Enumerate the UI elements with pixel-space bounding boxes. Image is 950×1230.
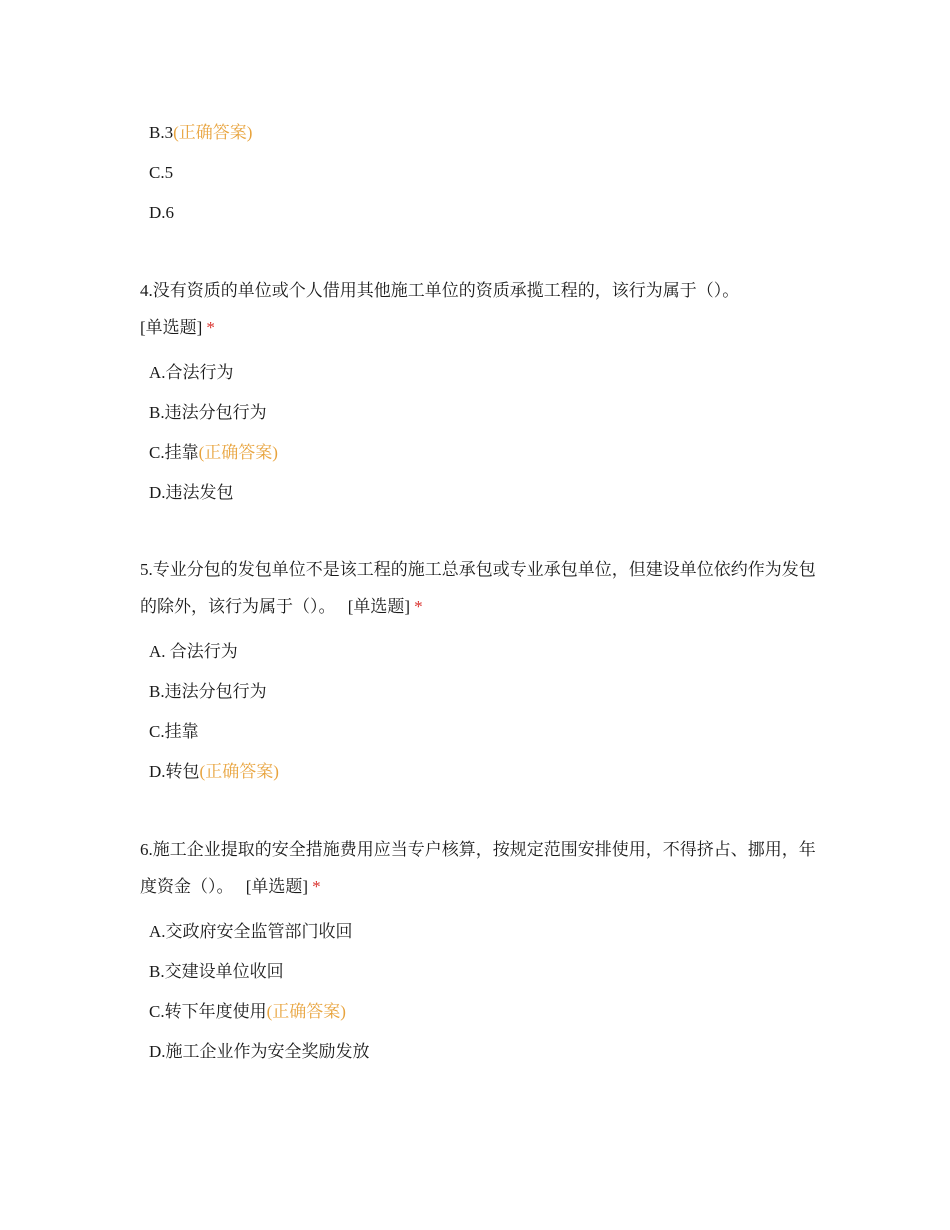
- q5-stem-text: 5.专业分包的发包单位不是该工程的施工总承包或专业承包单位，但建设单位依约作为发包 的除外，该行为属于（）。: [140, 560, 816, 616]
- q4-type-label: [单选题]: [140, 318, 203, 337]
- q4-stem: [140, 272, 820, 346]
- q5-option-a: [149, 641, 238, 663]
- q5-option-c-text: C.挂靠: [149, 722, 199, 741]
- q5-option-c: [149, 721, 199, 743]
- q4-option-c-correct-label: (正确答案): [198, 443, 278, 462]
- q5-stem: [140, 551, 820, 625]
- q3-option-d: [149, 202, 174, 224]
- q3-option-d-text: D.6: [149, 203, 175, 222]
- q4-required-mark: *: [206, 318, 215, 337]
- q4-stem-text: 4.没有资质的单位或个人借用其他施工单位的资质承揽工程的，该行为属于（）。: [140, 281, 740, 300]
- q5-option-d-text: D.转包: [149, 762, 200, 781]
- q3-option-b-text: B.3: [149, 123, 174, 142]
- q6-option-c-text: C.转下年度使用: [149, 1002, 267, 1021]
- q6-option-b: [149, 961, 284, 983]
- q6-option-c-correct-label: (正确答案): [266, 1002, 346, 1021]
- q3-option-c-text: C.5: [149, 163, 174, 182]
- q6-required-mark: *: [312, 877, 321, 896]
- q4-option-a-text: A.合法行为: [149, 363, 234, 382]
- q4-option-b-text: B.违法分包行为: [149, 403, 267, 422]
- q4-option-b: [149, 402, 267, 424]
- q5-option-d-correct-label: (正确答案): [199, 762, 279, 781]
- q3-option-b-correct-label: (正确答案): [173, 123, 253, 142]
- q5-option-d: [149, 761, 279, 783]
- q5-type-label: [单选题]: [347, 597, 411, 616]
- q3-option-b: [149, 122, 252, 144]
- q6-type-label: [单选题]: [245, 877, 309, 896]
- q6-option-d: [149, 1041, 370, 1063]
- q6-stem-text: 6.施工企业提取的安全措施费用应当专户核算，按规定范围安排使用，不得挤占、挪用，年 度资金（）。: [140, 840, 816, 896]
- q5-option-b: [149, 681, 267, 703]
- q3-option-c: [149, 162, 173, 184]
- q4-option-c: [149, 442, 278, 464]
- q4-option-d-text: D.违法发包: [149, 483, 234, 502]
- q4-option-c-text: C.挂靠: [149, 443, 199, 462]
- q5-required-mark: *: [414, 597, 423, 616]
- q6-stem: [140, 831, 820, 905]
- q6-option-d-text: D.施工企业作为安全奖励发放: [149, 1042, 370, 1061]
- q6-option-a-text: A.交政府安全监管部门收回: [149, 922, 353, 941]
- q4-option-d: [149, 482, 234, 504]
- q5-option-b-text: B.违法分包行为: [149, 682, 267, 701]
- q6-option-b-text: B.交建设单位收回: [149, 962, 284, 981]
- q5-option-a-text: A. 合法行为: [149, 642, 238, 661]
- q6-option-c: [149, 1001, 346, 1023]
- q4-option-a: [149, 362, 234, 384]
- q6-option-a: [149, 921, 353, 943]
